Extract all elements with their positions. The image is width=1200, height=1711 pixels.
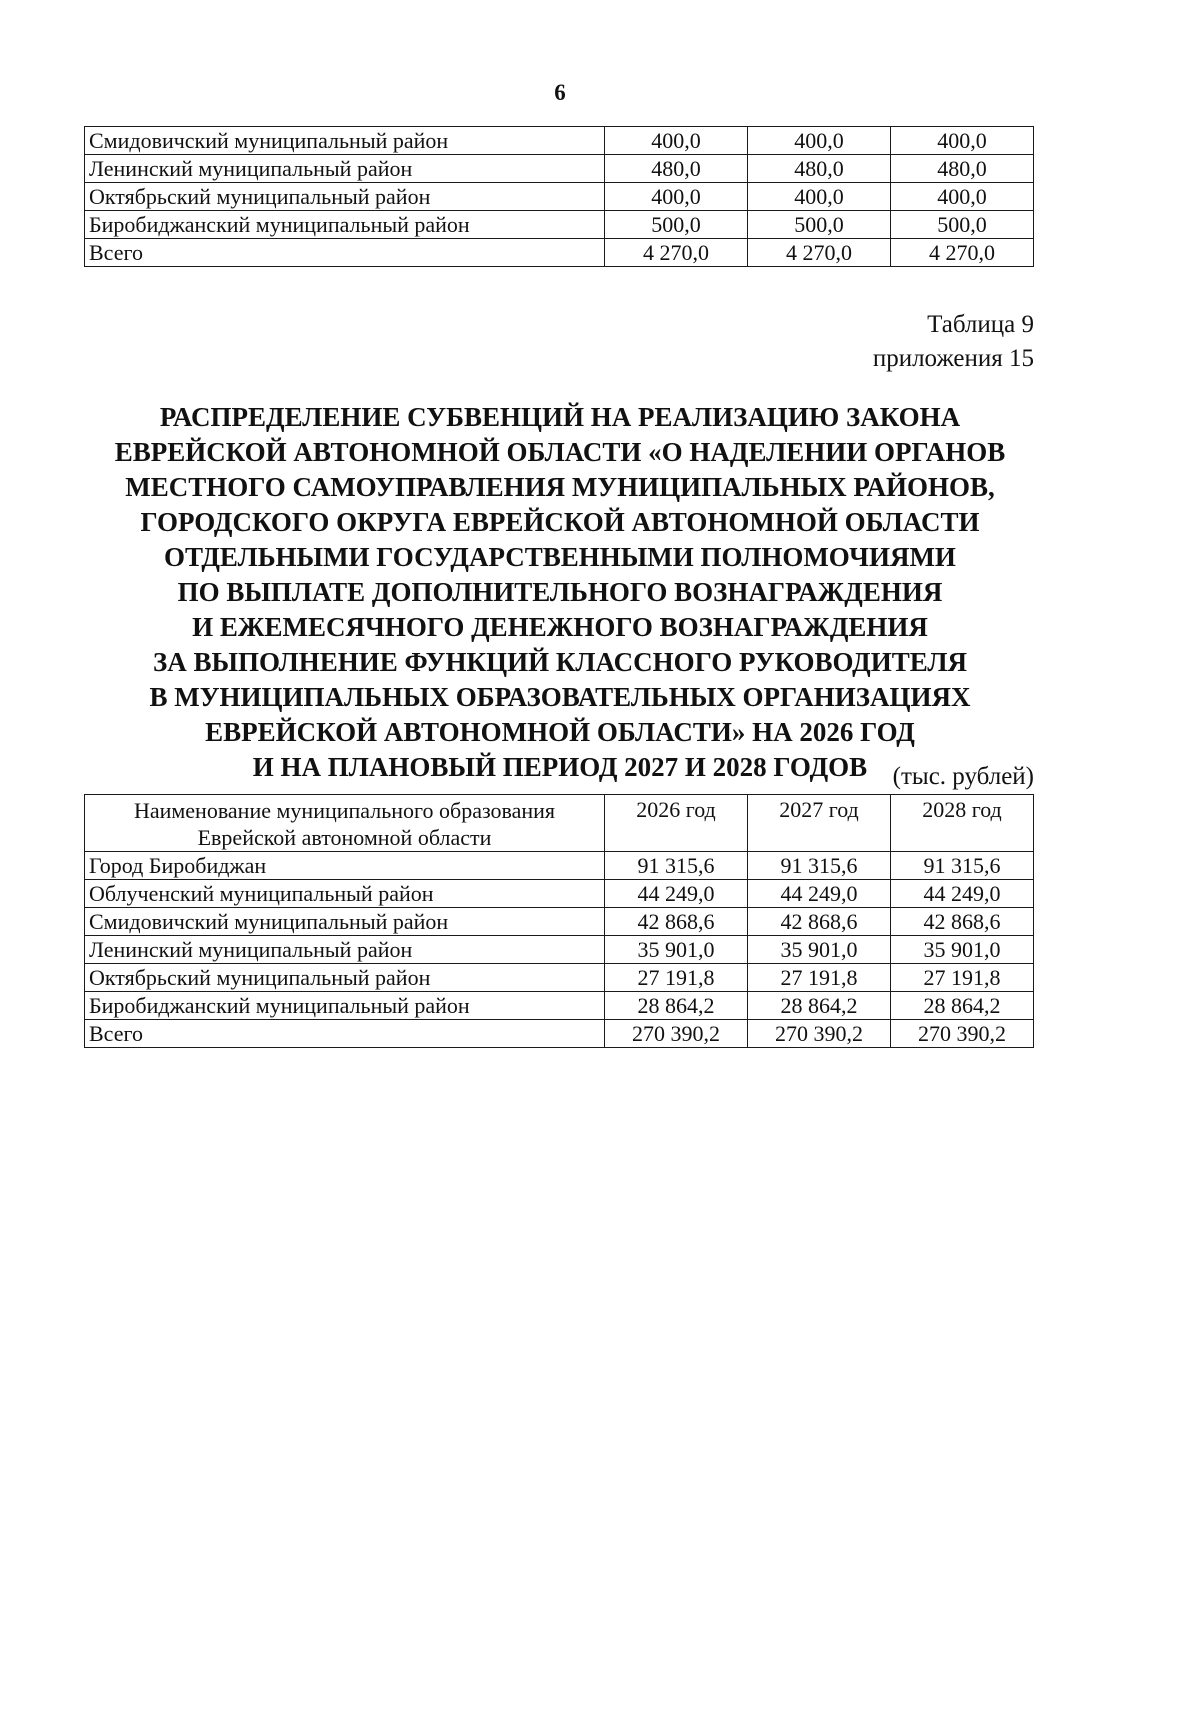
value-2027: 44 249,0	[748, 880, 891, 908]
table-row	[85, 908, 1034, 936]
value-2027: 28 864,2	[748, 992, 891, 1020]
row-name: Смидовичский муниципальный район	[85, 127, 605, 155]
value-2027: 42 868,6	[748, 908, 891, 936]
table-row	[85, 964, 1034, 992]
table-row	[85, 155, 1034, 183]
title-line: МЕСТНОГО САМОУПРАВЛЕНИЯ МУНИЦИПАЛЬНЫХ РАЙОНОВ,	[125, 472, 995, 502]
column-header-2028: 2028 год	[891, 795, 1034, 852]
appendix-reference: приложения 15	[872, 345, 1034, 372]
value-2027: 480,0	[748, 155, 891, 183]
row-name: Биробиджанский муниципальный район	[85, 992, 605, 1020]
table-header-row	[85, 795, 1034, 852]
title-line: ГОРОДСКОГО ОКРУГА ЕВРЕЙСКОЙ АВТОНОМНОЙ ОБЛАСТИ	[140, 507, 980, 537]
value-2028: 27 191,8	[891, 964, 1034, 992]
value-2028: 44 249,0	[891, 880, 1034, 908]
value-2026: 400,0	[605, 183, 748, 211]
value-2028: 35 901,0	[891, 936, 1034, 964]
row-name: Город Биробиджан	[85, 852, 605, 880]
page-number: 6	[554, 80, 566, 105]
value-2028: 270 390,2	[891, 1020, 1034, 1048]
distribution-table	[84, 794, 1034, 1048]
table-row	[85, 852, 1034, 880]
title-line: РАСПРЕДЕЛЕНИЕ СУБВЕНЦИЙ НА РЕАЛИЗАЦИЮ ЗАКОНА	[159, 402, 961, 432]
value-2028: 28 864,2	[891, 992, 1034, 1020]
value-2027: 27 191,8	[748, 964, 891, 992]
value-2027: 400,0	[748, 127, 891, 155]
column-header-2027: 2027 год	[748, 795, 891, 852]
row-name: Облученский муниципальный район	[85, 880, 605, 908]
value-2026: 44 249,0	[605, 880, 748, 908]
value-2027: 35 901,0	[748, 936, 891, 964]
value-2027: 4 270,0	[748, 239, 891, 267]
title-line: ЕВРЕЙСКОЙ АВТОНОМНОЙ ОБЛАСТИ «О НАДЕЛЕНИИ ОРГАНОВ	[114, 437, 1006, 467]
table-row	[85, 127, 1034, 155]
title-line: И НА ПЛАНОВЫЙ ПЕРИОД 2027 И 2028 ГОДОВ	[252, 752, 868, 782]
value-2028: 400,0	[891, 183, 1034, 211]
column-header-name	[85, 795, 605, 852]
row-name: Всего	[85, 1020, 605, 1048]
value-2028: 500,0	[891, 211, 1034, 239]
title-line: ОТДЕЛЬНЫМИ ГОСУДАРСТВЕННЫМИ ПОЛНОМОЧИЯМИ	[164, 542, 956, 572]
value-2027: 270 390,2	[748, 1020, 891, 1048]
table-row	[85, 880, 1034, 908]
value-2026: 500,0	[605, 211, 748, 239]
header-line: Еврейской автономной области	[197, 825, 492, 850]
value-2026: 28 864,2	[605, 992, 748, 1020]
table-row	[85, 211, 1034, 239]
value-2026: 27 191,8	[605, 964, 748, 992]
value-2026: 35 901,0	[605, 936, 748, 964]
row-name: Октябрьский муниципальный район	[85, 183, 605, 211]
title-line: ЕВРЕЙСКОЙ АВТОНОМНОЙ ОБЛАСТИ» НА 2026 ГОД	[205, 717, 915, 747]
value-2026: 91 315,6	[605, 852, 748, 880]
row-name: Ленинский муниципальный район	[85, 155, 605, 183]
value-2026: 42 868,6	[605, 908, 748, 936]
row-name: Октябрьский муниципальный район	[85, 964, 605, 992]
title-line: ЗА ВЫПОЛНЕНИЕ ФУНКЦИЙ КЛАССНОГО РУКОВОДИТЕЛЯ	[152, 647, 968, 677]
continued-table	[84, 126, 1034, 267]
value-2026: 4 270,0	[605, 239, 748, 267]
value-2026: 400,0	[605, 127, 748, 155]
value-2027: 500,0	[748, 211, 891, 239]
row-name: Ленинский муниципальный район	[85, 936, 605, 964]
table-row	[85, 183, 1034, 211]
units-note: (тыс. рублей)	[892, 763, 1034, 790]
value-2028: 91 315,6	[891, 852, 1034, 880]
table-row	[85, 992, 1034, 1020]
value-2027: 400,0	[748, 183, 891, 211]
value-2026: 270 390,2	[605, 1020, 748, 1048]
value-2026: 480,0	[605, 155, 748, 183]
title-line: ПО ВЫПЛАТЕ ДОПОЛНИТЕЛЬНОГО ВОЗНАГРАЖДЕНИЯ	[177, 577, 943, 607]
value-2028: 480,0	[891, 155, 1034, 183]
value-2028: 400,0	[891, 127, 1034, 155]
row-name: Всего	[85, 239, 605, 267]
value-2027: 91 315,6	[748, 852, 891, 880]
table-row	[85, 936, 1034, 964]
total-row	[85, 1020, 1034, 1048]
row-name: Смидовичский муниципальный район	[85, 908, 605, 936]
header-line: Наименование муниципального образования	[133, 798, 556, 823]
column-header-2026: 2026 год	[605, 795, 748, 852]
value-2028: 4 270,0	[891, 239, 1034, 267]
value-2028: 42 868,6	[891, 908, 1034, 936]
title-line: В МУНИЦИПАЛЬНЫХ ОБРАЗОВАТЕЛЬНЫХ ОРГАНИЗАЦИЯХ	[149, 682, 971, 712]
table-number: Таблица 9	[927, 311, 1034, 338]
total-row	[85, 239, 1034, 267]
title-line: И ЕЖЕМЕСЯЧНОГО ДЕНЕЖНОГО ВОЗНАГРАЖДЕНИЯ	[192, 612, 928, 642]
row-name: Биробиджанский муниципальный район	[85, 211, 605, 239]
document-title	[60, 400, 1060, 785]
table-caption	[873, 308, 1034, 376]
